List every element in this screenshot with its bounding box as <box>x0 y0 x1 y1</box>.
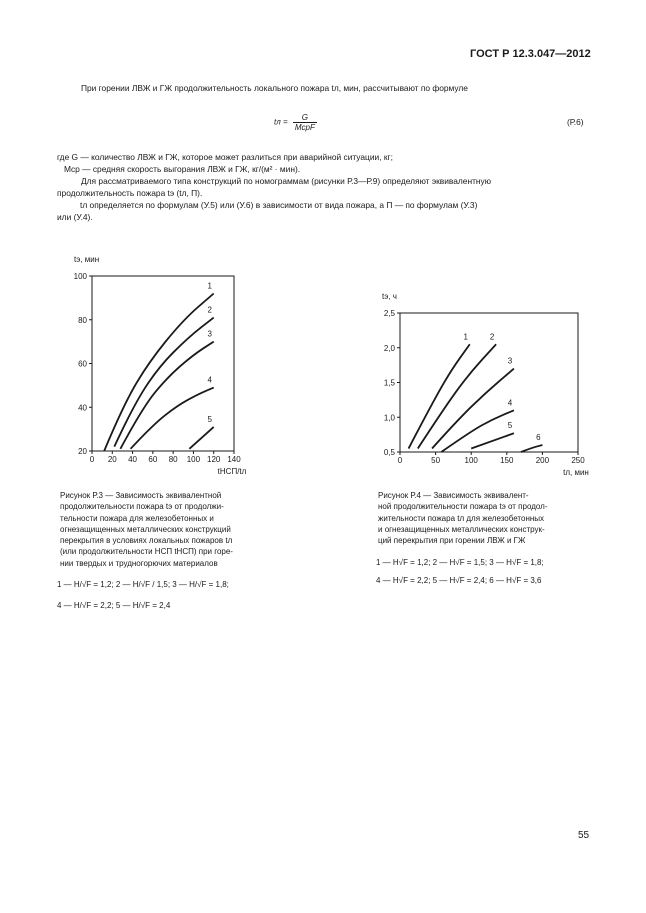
x-tick-label: 20 <box>107 455 117 464</box>
y-tick-label: 40 <box>78 403 87 413</box>
x-tick-label: 50 <box>431 456 441 465</box>
y-axis-label: tэ, мин <box>74 255 100 264</box>
formula-fraction <box>293 113 317 132</box>
figure-p3-caption-line: тельности пожара для железобетонных и <box>60 513 214 523</box>
y-tick-label: 2,0 <box>383 343 395 353</box>
x-tick-label: 100 <box>464 456 478 465</box>
x-axis-label: tл, мин <box>563 468 589 477</box>
series-curve-1 <box>409 344 470 448</box>
series-label-2: 2 <box>207 305 212 315</box>
figure-p4-caption-line: Рисунок Р.4 — Зависимость эквивалент- <box>378 491 529 500</box>
x-tick-label: 60 <box>148 455 158 464</box>
x-tick-label: 40 <box>128 455 138 464</box>
figure-p3-caption-line: (или продолжительности НСП tНСП) при горе- <box>60 547 233 557</box>
series-label-1: 1 <box>463 332 469 342</box>
figure-p4-legend-line-1: 1 — H√F = 1,2; 2 — H√F = 1,5; 3 — H√F = 1,8; <box>376 558 544 567</box>
series-curve-2 <box>418 344 496 448</box>
y-tick-label: 60 <box>78 359 87 369</box>
figure-p4-caption-line: ной продолжительности пожара tэ от продол- <box>378 502 548 512</box>
figure-p3-chart <box>40 252 255 490</box>
y-axis-label: tэ, ч <box>382 292 397 301</box>
x-tick-label: 0 <box>89 455 95 464</box>
series-curve-5 <box>471 433 514 448</box>
y-tick-label: 1,0 <box>383 413 395 423</box>
series-label-3: 3 <box>507 356 513 366</box>
figure-p3-legend-line-1: 1 — H/√F = 1,2; 2 — H/√F / 1,5; 3 — H/√F = 1,8; <box>57 580 229 589</box>
figure-p3-caption-line: нии твердых и трудногорючих материалов <box>60 558 218 568</box>
x-tick-label: 250 <box>571 456 585 465</box>
formula-numerator: G <box>293 113 317 123</box>
series-label-4: 4 <box>207 375 212 385</box>
formula-denominator: MсрF <box>294 123 315 132</box>
series-curve-6 <box>521 445 542 452</box>
series-curve-5 <box>189 427 213 449</box>
paragraph-1-line-1: Для рассматриваемого типа конструкций по номограммам (рисунки Р.3—Р.9) определяют эквивалентную <box>81 176 491 186</box>
formula-p6 <box>274 113 317 132</box>
y-tick-label: 0,5 <box>383 448 395 457</box>
definition-g: где G — количество ЛВЖ и ГЖ, которое может разлиться при аварийной ситуации, кг; <box>57 152 393 162</box>
figure-p4-caption-line: жительности пожара tл для железобетонных <box>378 513 545 523</box>
y-tick-label: 80 <box>78 315 87 325</box>
figure-p3-caption-line: перекрытия в условиях локальных пожаров tл <box>60 536 233 546</box>
formula-lhs: tл = <box>274 117 288 127</box>
paragraph-1-line-2: продолжительность пожара tэ (tл, П). <box>57 188 203 198</box>
figure-p4-legend-line-2: 4 — H√F = 2,2; 5 — H√F = 2,4; 6 — H√F = 3,6 <box>376 576 542 585</box>
x-tick-label: 100 <box>186 455 201 464</box>
figure-p3-caption-line: Рисунок Р.3 — Зависимость эквивалентной <box>60 491 222 500</box>
series-label-2: 2 <box>489 332 495 342</box>
x-tick-label: 120 <box>207 455 221 464</box>
figure-p3-caption <box>60 490 233 569</box>
page-number: 55 <box>578 830 590 841</box>
series-curve-4 <box>131 388 214 449</box>
definition-m: Mср — средняя скорость выгорания ЛВЖ и ГЖ, кг/(м² · мин). <box>64 164 301 174</box>
formula-number: (Р.6) <box>567 117 584 127</box>
series-curve-1 <box>104 294 214 452</box>
series-label-5: 5 <box>207 414 212 424</box>
figure-p3-caption-line: огнезащищенных металлических конструкций <box>60 524 231 534</box>
figure-p4-caption <box>378 490 548 546</box>
y-tick-label: 1,5 <box>383 378 395 388</box>
x-tick-label: 140 <box>227 455 241 464</box>
y-tick-label: 2,5 <box>383 309 395 318</box>
paragraph-2-line-1: tл определяется по формулам (У.5) или (У.6) в зависимости от вида пожара, а П — по формулам (У.3) <box>80 200 478 210</box>
series-label-6: 6 <box>536 433 541 443</box>
x-tick-label: 150 <box>500 456 514 465</box>
x-tick-label: 200 <box>535 456 550 465</box>
figure-p4-caption-line: и огнезащищенных металлических конструк- <box>378 524 545 534</box>
figure-p4-caption-line: ций перекрытия при горении ЛВЖ и ГЖ <box>378 536 526 546</box>
series-label-3: 3 <box>207 329 212 339</box>
series-label-1: 1 <box>207 281 212 291</box>
x-tick-label: 0 <box>397 456 403 465</box>
paragraph-2-line-2: или (У.4). <box>57 212 93 222</box>
y-tick-label: 100 <box>73 272 87 281</box>
figure-p4-chart <box>360 288 590 498</box>
x-tick-label: 80 <box>168 455 178 464</box>
y-tick-label: 20 <box>78 447 87 456</box>
figure-p3-caption-line: продолжительности пожара tэ от продолжи- <box>60 502 224 512</box>
figure-p3-legend-line-2: 4 — H/√F = 2,2; 5 — H/√F = 2,4 <box>57 601 171 610</box>
series-label-5: 5 <box>507 421 513 431</box>
standard-header: ГОСТ Р 12.3.047—2012 <box>470 48 591 60</box>
x-axis-label: tНСП/tл <box>217 467 247 476</box>
series-label-4: 4 <box>507 398 513 408</box>
intro-text: При горении ЛВЖ и ГЖ продолжительность локального пожара tл, мин, рассчитывают по формуле <box>81 83 468 93</box>
